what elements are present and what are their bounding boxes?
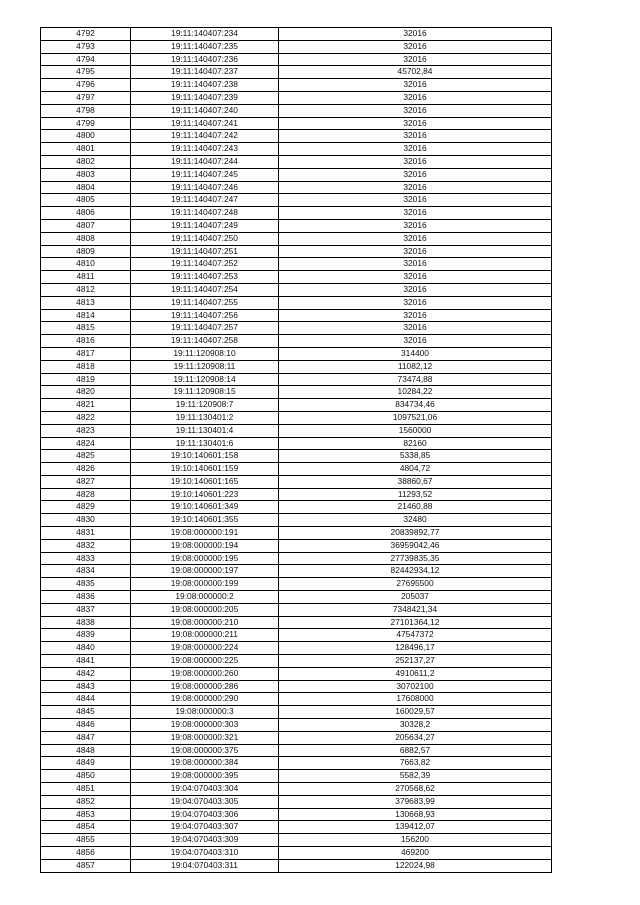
row-number-cell: 4837	[41, 603, 131, 616]
value-cell: 32016	[279, 309, 552, 322]
table-row	[41, 309, 552, 322]
table-row	[41, 91, 552, 104]
cadastral-number-cell: 19:11:130401:6	[131, 437, 279, 450]
value-cell: 139412,07	[279, 821, 552, 834]
row-number-cell: 4812	[41, 283, 131, 296]
cadastral-number-cell: 19:11:140407:251	[131, 245, 279, 258]
value-cell: 32016	[279, 271, 552, 284]
value-cell: 38860,67	[279, 475, 552, 488]
cadastral-number-cell: 19:10:140601:355	[131, 514, 279, 527]
value-cell: 1560000	[279, 424, 552, 437]
row-number-cell: 4815	[41, 322, 131, 335]
row-number-cell: 4813	[41, 296, 131, 309]
table-row	[41, 322, 552, 335]
value-cell: 7348421,34	[279, 603, 552, 616]
table-row	[41, 232, 552, 245]
table-row	[41, 360, 552, 373]
table-row	[41, 424, 552, 437]
value-cell: 160029,57	[279, 706, 552, 719]
cadastral-number-cell: 19:08:000000:260	[131, 667, 279, 680]
value-cell: 32016	[279, 117, 552, 130]
cadastral-number-cell: 19:11:140407:242	[131, 130, 279, 143]
table-row	[41, 40, 552, 53]
row-number-cell: 4804	[41, 181, 131, 194]
table-row	[41, 104, 552, 117]
cadastral-number-cell: 19:11:140407:257	[131, 322, 279, 335]
value-cell: 252137,27	[279, 655, 552, 668]
table-row	[41, 437, 552, 450]
table-row	[41, 258, 552, 271]
value-cell: 32016	[279, 168, 552, 181]
cadastral-number-cell: 19:11:140407:239	[131, 91, 279, 104]
table-row	[41, 399, 552, 412]
value-cell: 205634,27	[279, 731, 552, 744]
row-number-cell: 4794	[41, 53, 131, 66]
table-row	[41, 693, 552, 706]
value-cell: 32016	[279, 194, 552, 207]
row-number-cell: 4848	[41, 744, 131, 757]
table-row	[41, 629, 552, 642]
table-row	[41, 79, 552, 92]
table-row	[41, 603, 552, 616]
cadastral-number-cell: 19:08:000000:286	[131, 680, 279, 693]
value-cell: 32480	[279, 514, 552, 527]
row-number-cell: 4828	[41, 488, 131, 501]
value-cell: 314400	[279, 347, 552, 360]
table-row	[41, 347, 552, 360]
cadastral-number-cell: 19:08:000000:290	[131, 693, 279, 706]
row-number-cell: 4852	[41, 795, 131, 808]
value-cell: 36959042,46	[279, 539, 552, 552]
table-row	[41, 66, 552, 79]
value-cell: 45702,84	[279, 66, 552, 79]
table-row	[41, 155, 552, 168]
row-number-cell: 4825	[41, 450, 131, 463]
row-number-cell: 4821	[41, 399, 131, 412]
table-row	[41, 731, 552, 744]
cadastral-number-cell: 19:04:070403:306	[131, 808, 279, 821]
value-cell: 82442934,12	[279, 565, 552, 578]
value-cell: 11082,12	[279, 360, 552, 373]
value-cell: 32016	[279, 258, 552, 271]
row-number-cell: 4832	[41, 539, 131, 552]
value-cell: 834734,46	[279, 399, 552, 412]
value-cell: 32016	[279, 296, 552, 309]
row-number-cell: 4845	[41, 706, 131, 719]
table-row	[41, 667, 552, 680]
cadastral-number-cell: 19:08:000000:225	[131, 655, 279, 668]
table-row	[41, 642, 552, 655]
cadastral-number-cell: 19:04:070403:304	[131, 783, 279, 796]
value-cell: 82160	[279, 437, 552, 450]
row-number-cell: 4853	[41, 808, 131, 821]
table-row	[41, 335, 552, 348]
table-row	[41, 117, 552, 130]
table-row	[41, 552, 552, 565]
cadastral-number-cell: 19:11:140407:248	[131, 207, 279, 220]
table-row	[41, 194, 552, 207]
row-number-cell: 4850	[41, 770, 131, 783]
row-number-cell: 4800	[41, 130, 131, 143]
table-row	[41, 821, 552, 834]
table-row	[41, 501, 552, 514]
table-row	[41, 565, 552, 578]
row-number-cell: 4833	[41, 552, 131, 565]
cadastral-number-cell: 19:11:120908:7	[131, 399, 279, 412]
cadastral-number-cell: 19:11:140407:237	[131, 66, 279, 79]
cadastral-number-cell: 19:10:140601:159	[131, 463, 279, 476]
cadastral-number-cell: 19:08:000000:191	[131, 527, 279, 540]
row-number-cell: 4835	[41, 578, 131, 591]
table-row	[41, 130, 552, 143]
cadastral-number-cell: 19:08:000000:321	[131, 731, 279, 744]
row-number-cell: 4856	[41, 847, 131, 860]
cadastral-number-cell: 19:11:140407:246	[131, 181, 279, 194]
row-number-cell: 4793	[41, 40, 131, 53]
row-number-cell: 4822	[41, 411, 131, 424]
cadastral-number-cell: 19:08:000000:3	[131, 706, 279, 719]
cadastral-number-cell: 19:11:140407:247	[131, 194, 279, 207]
row-number-cell: 4844	[41, 693, 131, 706]
value-cell: 32016	[279, 181, 552, 194]
row-number-cell: 4851	[41, 783, 131, 796]
cadastral-number-cell: 19:08:000000:210	[131, 616, 279, 629]
value-cell: 10284,22	[279, 386, 552, 399]
cadastral-number-cell: 19:08:000000:303	[131, 719, 279, 732]
cadastral-number-cell: 19:08:000000:195	[131, 552, 279, 565]
cadastral-number-cell: 19:10:140601:158	[131, 450, 279, 463]
table-row	[41, 706, 552, 719]
cadastral-number-cell: 19:11:130401:4	[131, 424, 279, 437]
cadastral-number-cell: 19:11:140407:249	[131, 219, 279, 232]
cadastral-number-cell: 19:10:140601:165	[131, 475, 279, 488]
cadastral-number-cell: 19:11:140407:234	[131, 28, 279, 41]
row-number-cell: 4809	[41, 245, 131, 258]
cadastral-number-cell: 19:08:000000:2	[131, 591, 279, 604]
row-number-cell: 4823	[41, 424, 131, 437]
table-row	[41, 834, 552, 847]
value-cell: 270568,62	[279, 783, 552, 796]
cadastral-number-cell: 19:11:140407:250	[131, 232, 279, 245]
cadastral-number-cell: 19:11:140407:253	[131, 271, 279, 284]
value-cell: 20839892,77	[279, 527, 552, 540]
cadastral-number-cell: 19:11:140407:258	[131, 335, 279, 348]
row-number-cell: 4814	[41, 309, 131, 322]
cadastral-number-cell: 19:04:070403:310	[131, 847, 279, 860]
value-cell: 17608000	[279, 693, 552, 706]
value-cell: 32016	[279, 322, 552, 335]
row-number-cell: 4799	[41, 117, 131, 130]
row-number-cell: 4829	[41, 501, 131, 514]
table-row	[41, 578, 552, 591]
value-cell: 7663,82	[279, 757, 552, 770]
table-row	[41, 271, 552, 284]
value-cell: 30328,2	[279, 719, 552, 732]
cadastral-number-cell: 19:11:140407:245	[131, 168, 279, 181]
table-row	[41, 143, 552, 156]
table-row	[41, 859, 552, 872]
table-row	[41, 283, 552, 296]
cadastral-number-cell: 19:08:000000:205	[131, 603, 279, 616]
table-row	[41, 219, 552, 232]
row-number-cell: 4831	[41, 527, 131, 540]
cadastral-number-cell: 19:11:140407:244	[131, 155, 279, 168]
row-number-cell: 4810	[41, 258, 131, 271]
row-number-cell: 4806	[41, 207, 131, 220]
value-cell: 32016	[279, 232, 552, 245]
value-cell: 122024,98	[279, 859, 552, 872]
table-row	[41, 770, 552, 783]
row-number-cell: 4808	[41, 232, 131, 245]
row-number-cell: 4811	[41, 271, 131, 284]
value-cell: 32016	[279, 104, 552, 117]
table-row	[41, 591, 552, 604]
table-row	[41, 181, 552, 194]
table-row	[41, 411, 552, 424]
row-number-cell: 4796	[41, 79, 131, 92]
row-number-cell: 4792	[41, 28, 131, 41]
row-number-cell: 4854	[41, 821, 131, 834]
value-cell: 379683,99	[279, 795, 552, 808]
row-number-cell: 4842	[41, 667, 131, 680]
cadastral-number-cell: 19:08:000000:375	[131, 744, 279, 757]
row-number-cell: 4805	[41, 194, 131, 207]
value-cell: 32016	[279, 283, 552, 296]
row-number-cell: 4807	[41, 219, 131, 232]
row-number-cell: 4836	[41, 591, 131, 604]
table-row	[41, 450, 552, 463]
row-number-cell: 4838	[41, 616, 131, 629]
table-row	[41, 296, 552, 309]
cadastral-number-cell: 19:11:140407:256	[131, 309, 279, 322]
table-row	[41, 744, 552, 757]
row-number-cell: 4816	[41, 335, 131, 348]
value-cell: 73474,88	[279, 373, 552, 386]
row-number-cell: 4849	[41, 757, 131, 770]
value-cell: 27695500	[279, 578, 552, 591]
value-cell: 6882,57	[279, 744, 552, 757]
cadastral-number-cell: 19:11:130401:2	[131, 411, 279, 424]
table-row	[41, 847, 552, 860]
data-table	[40, 27, 552, 873]
value-cell: 21460,88	[279, 501, 552, 514]
row-number-cell: 4803	[41, 168, 131, 181]
cadastral-number-cell: 19:11:140407:254	[131, 283, 279, 296]
row-number-cell: 4826	[41, 463, 131, 476]
row-number-cell: 4795	[41, 66, 131, 79]
table-row	[41, 808, 552, 821]
cadastral-number-cell: 19:08:000000:194	[131, 539, 279, 552]
value-cell: 11293,52	[279, 488, 552, 501]
cadastral-number-cell: 19:11:140407:255	[131, 296, 279, 309]
value-cell: 32016	[279, 143, 552, 156]
table-row	[41, 616, 552, 629]
row-number-cell: 4840	[41, 642, 131, 655]
table-row	[41, 719, 552, 732]
table-row	[41, 514, 552, 527]
table-row	[41, 757, 552, 770]
cadastral-number-cell: 19:04:070403:307	[131, 821, 279, 834]
table-row	[41, 539, 552, 552]
value-cell: 32016	[279, 40, 552, 53]
cadastral-number-cell: 19:08:000000:197	[131, 565, 279, 578]
row-number-cell: 4817	[41, 347, 131, 360]
value-cell: 5338,85	[279, 450, 552, 463]
row-number-cell: 4839	[41, 629, 131, 642]
value-cell: 32016	[279, 207, 552, 220]
row-number-cell: 4857	[41, 859, 131, 872]
cadastral-number-cell: 19:08:000000:395	[131, 770, 279, 783]
cadastral-number-cell: 19:11:140407:243	[131, 143, 279, 156]
cadastral-number-cell: 19:11:120908:15	[131, 386, 279, 399]
cadastral-number-cell: 19:10:140601:349	[131, 501, 279, 514]
value-cell: 32016	[279, 53, 552, 66]
table-row	[41, 373, 552, 386]
cadastral-number-cell: 19:11:120908:11	[131, 360, 279, 373]
value-cell: 32016	[279, 130, 552, 143]
table-row	[41, 207, 552, 220]
row-number-cell: 4798	[41, 104, 131, 117]
cadastral-number-cell: 19:04:070403:305	[131, 795, 279, 808]
cadastral-number-cell: 19:11:120908:14	[131, 373, 279, 386]
table-row	[41, 463, 552, 476]
value-cell: 47547372	[279, 629, 552, 642]
cadastral-number-cell: 19:11:140407:241	[131, 117, 279, 130]
row-number-cell: 4801	[41, 143, 131, 156]
table-row	[41, 488, 552, 501]
value-cell: 32016	[279, 335, 552, 348]
value-cell: 156200	[279, 834, 552, 847]
value-cell: 4910611,2	[279, 667, 552, 680]
cadastral-number-cell: 19:08:000000:211	[131, 629, 279, 642]
row-number-cell: 4802	[41, 155, 131, 168]
value-cell: 30702100	[279, 680, 552, 693]
table-row	[41, 168, 552, 181]
table-row	[41, 28, 552, 41]
table-body	[41, 28, 552, 873]
cadastral-number-cell: 19:10:140601:223	[131, 488, 279, 501]
cadastral-number-cell: 19:11:140407:238	[131, 79, 279, 92]
row-number-cell: 4827	[41, 475, 131, 488]
value-cell: 32016	[279, 219, 552, 232]
cadastral-number-cell: 19:08:000000:199	[131, 578, 279, 591]
table-row	[41, 386, 552, 399]
cadastral-number-cell: 19:11:140407:240	[131, 104, 279, 117]
row-number-cell: 4843	[41, 680, 131, 693]
row-number-cell: 4855	[41, 834, 131, 847]
row-number-cell: 4797	[41, 91, 131, 104]
row-number-cell: 4818	[41, 360, 131, 373]
row-number-cell: 4841	[41, 655, 131, 668]
value-cell: 469200	[279, 847, 552, 860]
row-number-cell: 4824	[41, 437, 131, 450]
value-cell: 130668,93	[279, 808, 552, 821]
table-row	[41, 475, 552, 488]
row-number-cell: 4846	[41, 719, 131, 732]
row-number-cell: 4830	[41, 514, 131, 527]
value-cell: 32016	[279, 155, 552, 168]
value-cell: 32016	[279, 79, 552, 92]
value-cell: 128496,17	[279, 642, 552, 655]
table-row	[41, 655, 552, 668]
value-cell: 32016	[279, 28, 552, 41]
row-number-cell: 4847	[41, 731, 131, 744]
cadastral-number-cell: 19:11:140407:236	[131, 53, 279, 66]
cadastral-number-cell: 19:08:000000:384	[131, 757, 279, 770]
value-cell: 4804,72	[279, 463, 552, 476]
table-row	[41, 53, 552, 66]
table-row	[41, 783, 552, 796]
row-number-cell: 4834	[41, 565, 131, 578]
table-row	[41, 245, 552, 258]
value-cell: 32016	[279, 245, 552, 258]
value-cell: 27739835,35	[279, 552, 552, 565]
cadastral-number-cell: 19:11:140407:252	[131, 258, 279, 271]
table-row	[41, 680, 552, 693]
cadastral-number-cell: 19:11:120908:10	[131, 347, 279, 360]
cadastral-number-cell: 19:08:000000:224	[131, 642, 279, 655]
value-cell: 1097521,06	[279, 411, 552, 424]
cadastral-number-cell: 19:11:140407:235	[131, 40, 279, 53]
row-number-cell: 4819	[41, 373, 131, 386]
table-row	[41, 795, 552, 808]
table-row	[41, 527, 552, 540]
value-cell: 32016	[279, 91, 552, 104]
value-cell: 5582,39	[279, 770, 552, 783]
value-cell: 27101364,12	[279, 616, 552, 629]
value-cell: 205037	[279, 591, 552, 604]
row-number-cell: 4820	[41, 386, 131, 399]
cadastral-number-cell: 19:04:070403:309	[131, 834, 279, 847]
cadastral-number-cell: 19:04:070403:311	[131, 859, 279, 872]
